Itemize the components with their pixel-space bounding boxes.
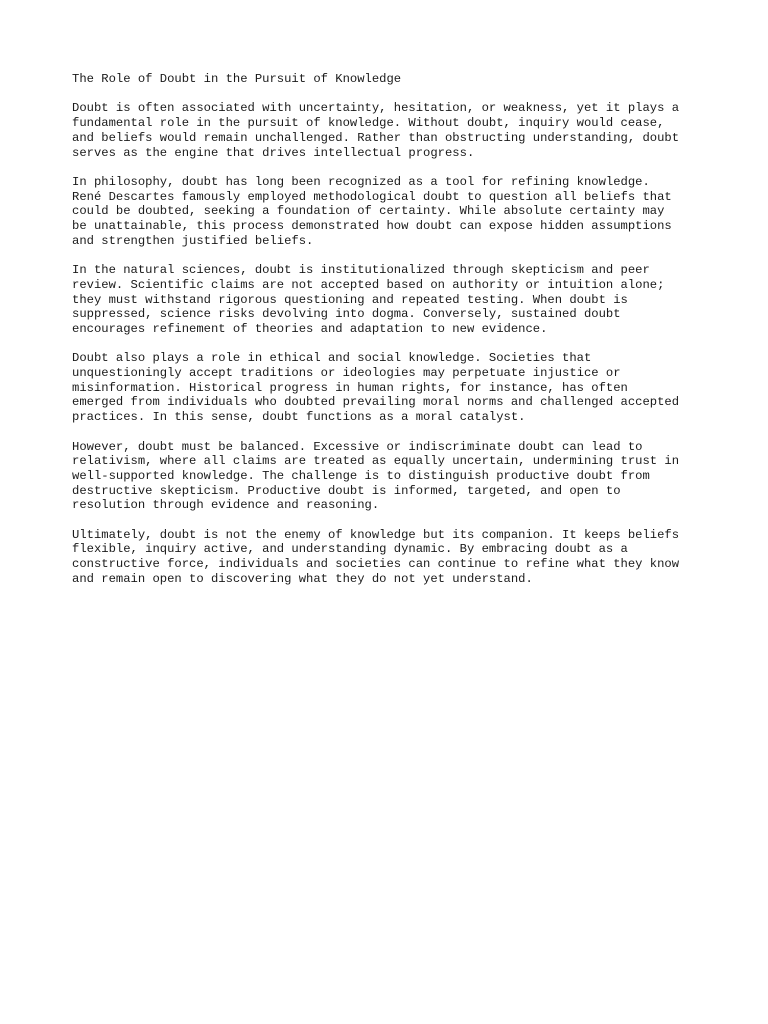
paragraph: [72, 101, 702, 160]
paragraph-line: and beliefs would remain unchallenged. Rather than obstructing understanding, doubt: [72, 130, 680, 145]
paragraph-line: In the natural sciences, doubt is institutionalized through skepticism and peer: [72, 263, 650, 278]
paragraph-line: In philosophy, doubt has long been recognized as a tool for refining knowledge.: [72, 174, 650, 189]
paragraph-line: relativism, where all claims are treated as equally uncertain, undermining trust in: [72, 454, 680, 469]
document-title: The Role of Doubt in the Pursuit of Knowledge: [72, 72, 402, 86]
paragraph: [72, 528, 702, 587]
paragraph-line: Doubt also plays a role in ethical and social knowledge. Societies that: [72, 351, 592, 366]
paragraph-line: fundamental role in the pursuit of knowledge. Without doubt, inquiry would cease,: [72, 116, 665, 131]
paragraph-line: could be doubted, seeking a foundation of certainty. While absolute certainty may: [72, 204, 665, 219]
paragraph-line: and strengthen justified beliefs.: [72, 233, 314, 248]
paragraph-line: emerged from individuals who doubted prevailing moral norms and challenged accepted: [72, 395, 680, 410]
paragraph-line: encourages refinement of theories and adaptation to new evidence.: [72, 321, 548, 336]
paragraph-line: they must withstand rigorous questioning and repeated testing. When doubt is: [72, 292, 628, 307]
paragraph-line: misinformation. Historical progress in human rights, for instance, has often: [72, 380, 628, 395]
paragraph-line: René Descartes famously employed methodological doubt to question all beliefs that: [72, 189, 672, 204]
paragraph: [72, 440, 702, 514]
paragraph-line: serves as the engine that drives intellectual progress.: [72, 145, 475, 160]
paragraph-line: Doubt is often associated with uncertainty, hesitation, or weakness, yet it plays a: [72, 101, 680, 116]
paragraph: [72, 175, 702, 249]
paragraph-line: practices. In this sense, doubt functions as a moral catalyst.: [72, 410, 526, 425]
paragraph-line: suppressed, science risks devolving into dogma. Conversely, sustained doubt: [72, 307, 621, 322]
paragraph-line: resolution through evidence and reasoning.: [72, 498, 380, 513]
paragraph-line: flexible, inquiry active, and understanding dynamic. By embracing doubt as a: [72, 542, 628, 557]
paragraph-line: review. Scientific claims are not accepted based on authority or intuition alone;: [72, 277, 665, 292]
paragraph-line: destructive skepticism. Productive doubt is informed, targeted, and open to: [72, 483, 621, 498]
paragraph-line: and remain open to discovering what they do not yet understand.: [72, 571, 533, 586]
paragraph-line: constructive force, individuals and societies can continue to refine what they know: [72, 557, 680, 572]
paragraph: [72, 263, 702, 337]
document-body: [72, 101, 702, 586]
paragraph-line: However, doubt must be balanced. Excessive or indiscriminate doubt can lead to: [72, 439, 643, 454]
paragraph-line: Ultimately, doubt is not the enemy of knowledge but its companion. It keeps beliefs: [72, 527, 680, 542]
paragraph: [72, 351, 702, 425]
paragraph-line: well-supported knowledge. The challenge is to distinguish productive doubt from: [72, 468, 650, 483]
paragraph-line: unquestioningly accept traditions or ideologies may perpetuate injustice or: [72, 366, 621, 380]
paragraph-line: be unattainable, this process demonstrated how doubt can expose hidden assumptions: [72, 219, 672, 233]
document-page: [72, 72, 702, 601]
